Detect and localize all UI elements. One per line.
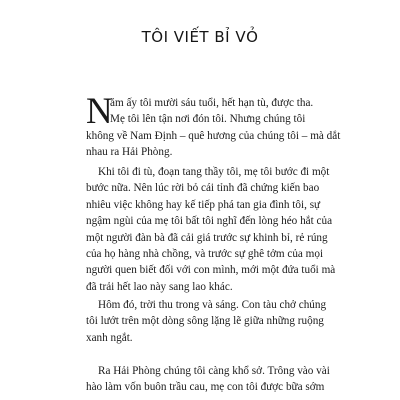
text-line: Khi tôi đi tù, đoạn tang thầy tôi, mẹ tôi bước đi một xyxy=(98,166,330,178)
text-line: Mẹ tôi lên tận nơi đón tôi. Nhưng chúng tôi xyxy=(110,113,306,126)
text-line: của họ hàng nhà chồng, và trước sự ghê tởm của mọi xyxy=(86,247,324,260)
text-line: xanh ngắt. xyxy=(86,331,133,344)
paragraph-1-lines-3-4 xyxy=(86,128,348,161)
text-line: Ra Hải Phòng chúng tôi càng khổ sở. Trông vào vài xyxy=(98,365,330,377)
text-line: đã trải hết lao này sang lao khác. xyxy=(86,280,233,293)
paragraph-2 xyxy=(86,164,348,295)
text-line: không về Nam Định – quê hương của chúng tôi – mà dắt xyxy=(86,130,341,142)
text-line: một người đàn bà đã cải giá trước sự khinh bỉ, rẻ rúng xyxy=(86,231,328,244)
text-line: Hôm đó, trời thu trong và sáng. Con tàu chở chúng xyxy=(98,299,327,311)
text-line: hào làm vốn buôn trầu cau, mẹ con tôi được bữa sớm xyxy=(86,381,325,394)
text-line: nhau ra Hải Phòng. xyxy=(86,146,173,159)
text-line: tôi lướt trên một dòng sông lặng lẽ giữa những ruộng xyxy=(86,315,324,328)
text-line: ngậm ngùi của mẹ tôi bất tôi nghĩ đến lòng héo hắt của xyxy=(86,215,333,228)
paragraph-4 xyxy=(86,363,348,396)
text-line: người quen biết đối với con mình, mới một đứa tuổi mà xyxy=(86,264,336,277)
text-line: nhiêu việc không hay kế tiếp phá tan gia đình tôi, sự xyxy=(86,198,321,211)
paragraph-3 xyxy=(86,297,348,346)
paragraph-1-lines-1-2 xyxy=(110,95,350,128)
text-line: bước nữa. Nên lúc rời bỏ cái tỉnh đã chứng kiến bao xyxy=(86,182,320,195)
drop-cap: N xyxy=(86,91,113,132)
text-line: ăm ấy tôi mười sáu tuổi, hết hạn tù, được tha. xyxy=(110,97,314,109)
chapter-title: TÔI VIẾT BỈ VỎ xyxy=(141,28,259,46)
